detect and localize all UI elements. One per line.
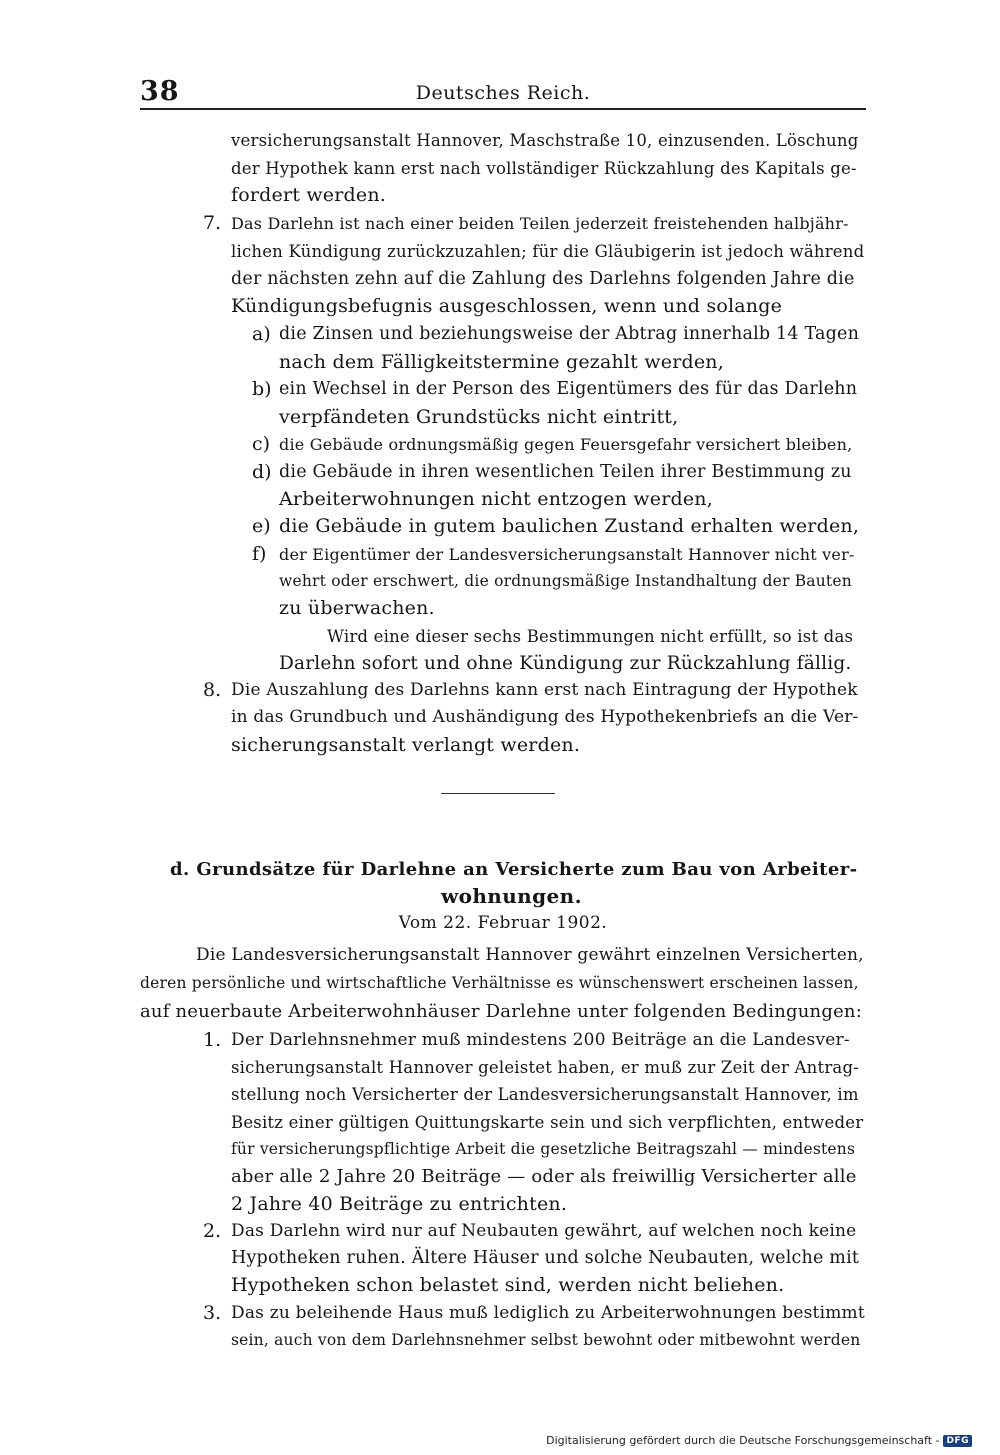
text-line: zu überwachen.: [279, 597, 435, 619]
text-line: sicherungsanstalt verlangt werden.: [231, 734, 581, 756]
item-number: 2.: [203, 1220, 222, 1242]
item-number: 1.: [203, 1029, 222, 1051]
item-number: 8.: [203, 679, 222, 701]
header-rule: [140, 108, 866, 110]
item-number: 7.: [203, 212, 222, 234]
text-line: Besitz einer gültigen Quittungskarte sein und sich verpflichten, entweder: [231, 1113, 864, 1132]
text-line: die Gebäude ordnungsmäßig gegen Feuersgefahr versichert bleiben,: [279, 435, 853, 454]
text-line: die Gebäude in ihren wesentlichen Teilen ihrer Bestimmung zu: [279, 462, 852, 482]
text-line: Die Landesversicherungsanstalt Hannover gewährt einzelnen Versicherten,: [196, 945, 864, 965]
text-line: ein Wechsel in der Person des Eigentümers des für das Darlehn: [279, 379, 858, 399]
text-line: Das zu beleihende Haus muß lediglich zu Arbeiterwohnungen bestimmt: [231, 1303, 865, 1323]
subitem-label: d): [252, 461, 272, 483]
text-line: 2 Jahre 40 Beiträge zu entrichten.: [231, 1193, 568, 1215]
subitem-label: e): [252, 515, 271, 537]
text-line: verpfändeten Grundstücks nicht eintritt,: [279, 406, 679, 428]
text-line: wehrt oder erschwert, die ordnungsmäßige Instandhaltung der Bauten: [279, 572, 852, 590]
text-line: die Zinsen und beziehungsweise der Abtrag innerhalb 14 Tagen: [279, 324, 860, 344]
section-title: d. Grundsätze für Darlehne an Versicherte zum Bau von Arbeiter-: [170, 859, 858, 880]
text-line: Hypotheken ruhen. Ältere Häuser und solche Neubauten, welche mit: [231, 1248, 860, 1268]
subitem-label: f): [252, 543, 267, 565]
subitem-label: b): [252, 378, 272, 400]
text-line: für versicherungspflichtige Arbeit die gesetzliche Beitragszahl — mindestens: [231, 1140, 856, 1158]
text-line: Darlehn sofort und ohne Kündigung zur Rückzahlung fällig.: [279, 653, 852, 674]
text-line: Das Darlehn ist nach einer beiden Teilen jederzeit freistehenden halbjähr-: [231, 214, 849, 233]
text-line: der Hypothek kann erst nach vollständiger Rückzahlung des Kapitals ge-: [231, 159, 857, 178]
running-head: Deutsches Reich.: [415, 82, 591, 104]
subitem-label: c): [252, 433, 271, 455]
text-line: Arbeiterwohnungen nicht entzogen werden,: [279, 488, 713, 510]
text-line: lichen Kündigung zurückzuzahlen; für die Gläubigerin ist jedoch während: [231, 242, 865, 261]
item-number: 3.: [203, 1302, 222, 1324]
section-date: Vom 22. Februar 1902.: [398, 913, 608, 933]
text-line: sein, auch von dem Darlehnsnehmer selbst bewohnt oder mitbewohnt werden: [231, 1331, 861, 1349]
text-line: Der Darlehnsnehmer muß mindestens 200 Beiträge an die Landesver-: [231, 1030, 850, 1050]
text-line: Wird eine dieser sechs Bestimmungen nicht erfüllt, so ist das: [327, 627, 854, 646]
text-line: stellung noch Versicherter der Landesversicherungsanstalt Hannover, im: [231, 1085, 859, 1104]
text-line: Die Auszahlung des Darlehns kann erst nach Eintragung der Hypothek: [231, 680, 858, 700]
subitem-label: a): [252, 323, 271, 345]
text-line: Hypotheken schon belastet sind, werden nicht beliehen.: [231, 1274, 785, 1296]
text-line: fordert werden.: [231, 184, 386, 206]
section-title: wohnungen.: [441, 884, 582, 908]
text-line: auf neuerbaute Arbeiterwohnhäuser Darlehne unter folgenden Bedingungen:: [140, 1001, 862, 1022]
text-line: die Gebäude in gutem baulichen Zustand erhalten werden,: [279, 515, 860, 537]
text-line: der Eigentümer der Landesversicherungsanstalt Hannover nicht ver-: [279, 545, 855, 564]
page-header: [140, 76, 866, 110]
footer-text: Digitalisierung gefördert durch die Deutsche Forschungsgemeinschaft -: [546, 1434, 940, 1447]
section-separator: [441, 793, 555, 794]
text-line: sicherungsanstalt Hannover geleistet haben, er muß zur Zeit der Antrag-: [231, 1058, 859, 1077]
text-line: nach dem Fälligkeitstermine gezahlt werden,: [279, 351, 724, 373]
dfg-logo: DFG: [943, 1435, 972, 1447]
text-line: Kündigungsbefugnis ausgeschlossen, wenn und solange: [231, 295, 783, 317]
text-line: versicherungsanstalt Hannover, Maschstraße 10, einzusenden. Löschung: [231, 131, 859, 150]
page-number: 38: [140, 76, 180, 107]
text-line: deren persönliche und wirtschaftliche Verhältnisse es wünschenswert erscheinen lassen,: [140, 974, 859, 992]
text-line: in das Grundbuch und Aushändigung des Hypothekenbriefs an die Ver-: [231, 707, 859, 727]
text-line: Das Darlehn wird nur auf Neubauten gewährt, auf welchen noch keine: [231, 1221, 857, 1241]
text-line: der nächsten zehn auf die Zahlung des Darlehns folgenden Jahre die: [231, 269, 855, 289]
text-line: aber alle 2 Jahre 20 Beiträge — oder als freiwillig Versicherter alle: [231, 1166, 857, 1187]
digitization-footer: [546, 1434, 972, 1447]
